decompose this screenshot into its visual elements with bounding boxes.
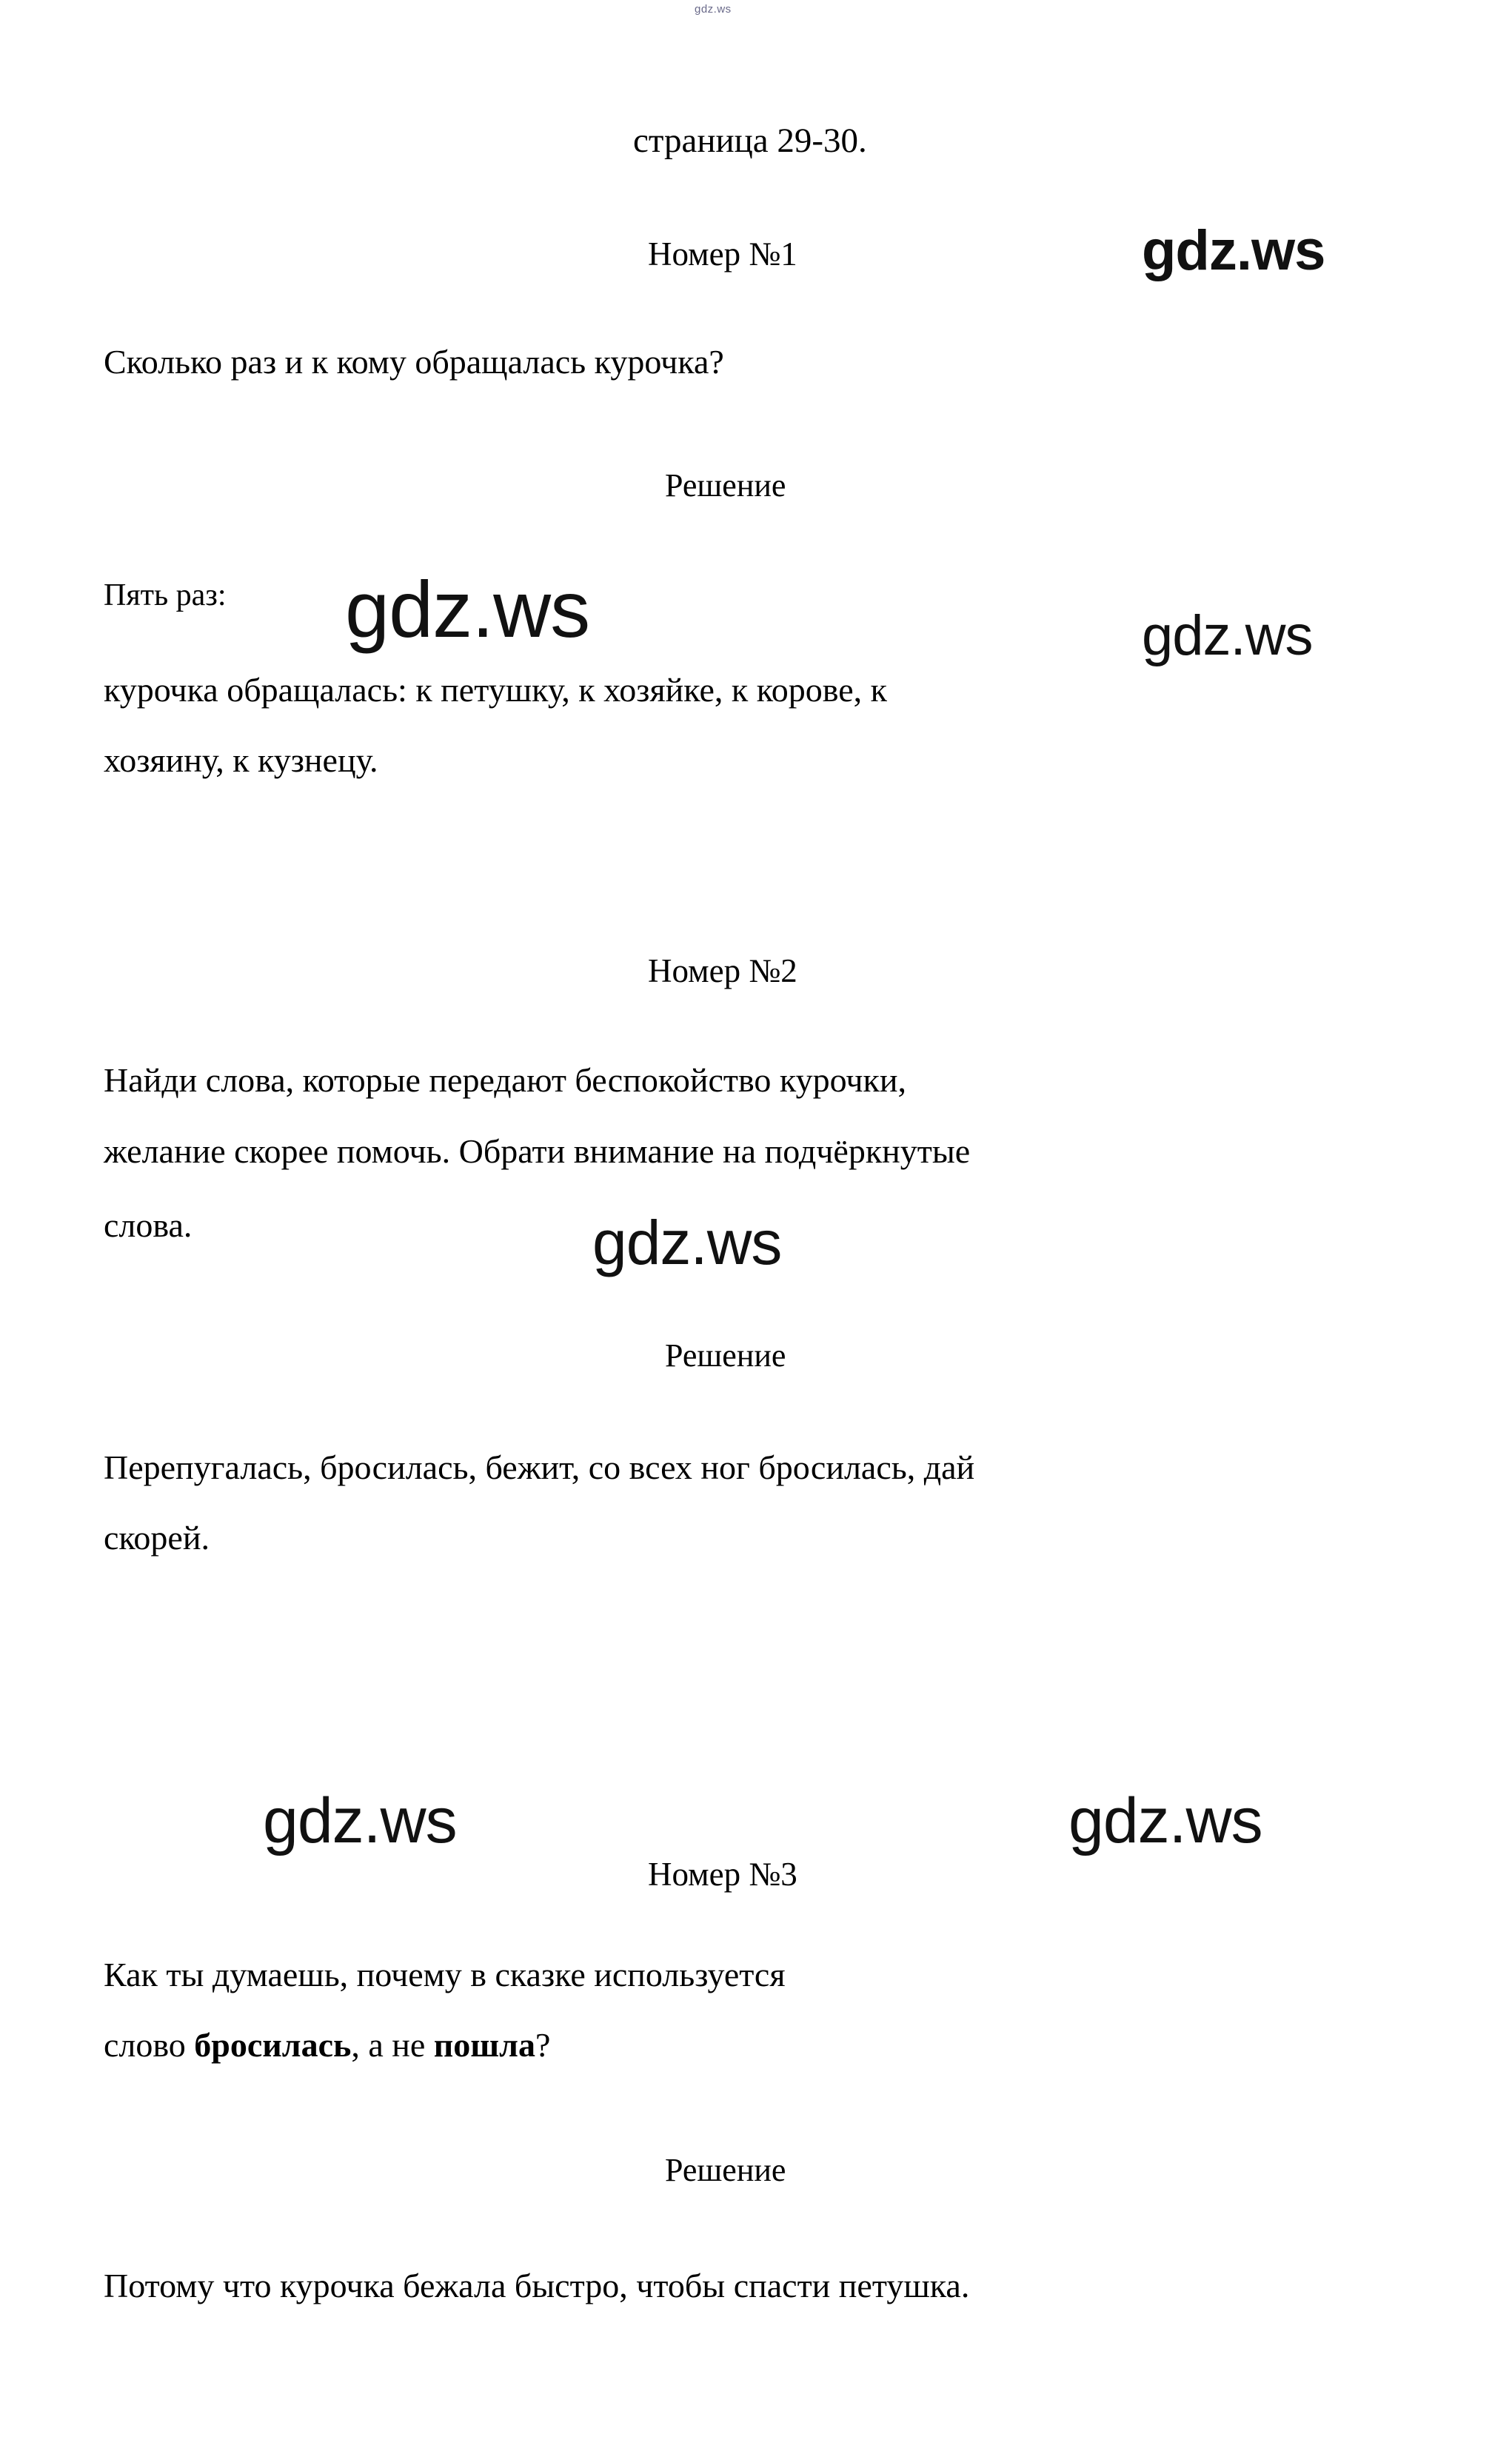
top-watermark-label: gdz.ws <box>695 3 732 16</box>
task-3-heading: Номер №3 <box>648 1856 797 1893</box>
task-3-question-line-bold: слово бросилась, а не пошла? <box>104 2026 551 2064</box>
task-2-answer-line: скорей. <box>104 1519 210 1557</box>
bold-word-brosilas: бросилась <box>194 2026 352 2064</box>
task-1-question-line: Сколько раз и к кому обращалась курочка? <box>104 343 724 381</box>
page-title: страница 29-30. <box>633 121 867 160</box>
task-3-answer-line: Потому что курочка бежала быстро, чтобы спасти петушка. <box>104 2267 970 2304</box>
task-3-solution-label: Решение <box>665 2152 786 2188</box>
task-2-solution-label: Решение <box>665 1337 786 1374</box>
watermark: gdz.ws <box>1142 604 1313 667</box>
watermark: gdz.ws <box>263 1785 457 1856</box>
task-2-answer-line: Перепугалась, бросилась, бежит, со всех ног бросилась, дай <box>104 1448 975 1486</box>
task-1-answer-line: Пять раз: <box>104 578 227 612</box>
bold-word-poshla: пошла <box>433 2026 535 2064</box>
task-2-question-line: желание скорее помочь. Обрати внимание на подчёркнутые <box>104 1132 971 1170</box>
watermark: gdz.ws <box>345 564 590 654</box>
task-3-question-line: Как ты думаешь, почему в сказке используется <box>104 1956 786 1993</box>
watermark: gdz.ws <box>592 1208 782 1277</box>
task-1-answer-line: хозяину, к кузнецу. <box>104 741 378 779</box>
task-1-solution-label: Решение <box>665 467 786 504</box>
task-2-question-line: Найди слова, которые передают беспокойство курочки, <box>104 1061 906 1099</box>
watermark: gdz.ws <box>1142 219 1325 282</box>
task-1-answer-line: курочка обращалась: к петушку, к хозяйке, к корове, к <box>104 671 887 709</box>
watermark: gdz.ws <box>1068 1785 1262 1856</box>
task-2-heading: Номер №2 <box>648 952 797 989</box>
task-1-heading: Номер №1 <box>648 235 797 273</box>
task-2-question-line: слова. <box>104 1206 193 1244</box>
